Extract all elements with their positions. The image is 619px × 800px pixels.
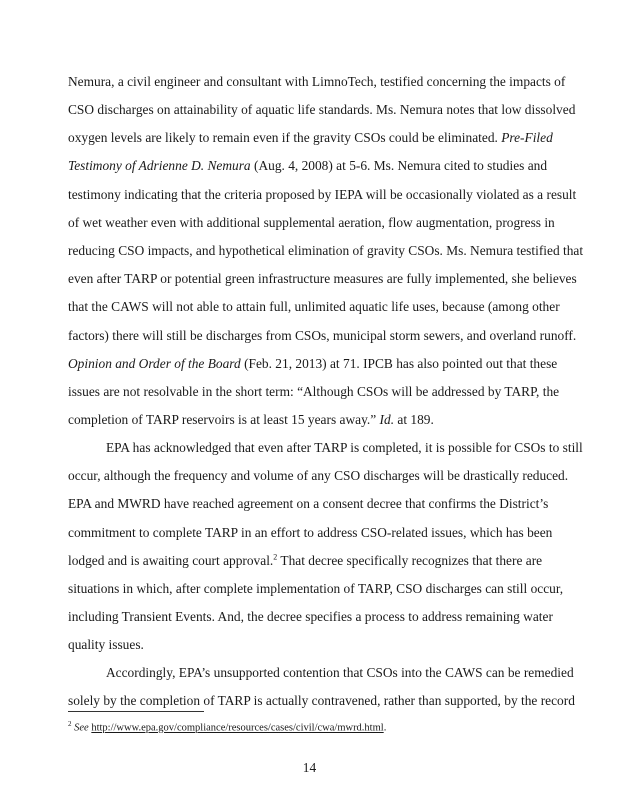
footnote-divider [68, 711, 204, 712]
body-text: at 189. [394, 412, 434, 427]
body-line [68, 553, 542, 569]
body-line: situations in which, after complete implementation of TARP, CSO discharges can still occur, [68, 581, 564, 596]
body-line: including Transient Events. And, the decree specifies a process to address remaining water [68, 609, 553, 624]
footnote [68, 718, 386, 735]
footnote-see: See [74, 722, 89, 734]
body-line: EPA has acknowledged that even after TARP is completed, it is possible for CSOs to still [106, 440, 583, 455]
body-line: even after TARP or potential green infrastructure measures are fully implemented, she believes [68, 271, 577, 286]
body-line [68, 412, 434, 428]
body-text: oxygen levels are likely to remain even if the gravity CSOs could be eliminated. [68, 130, 502, 145]
body-line: issues are not resolvable in the short term: “Although CSOs will be addressed by TARP, the [68, 384, 560, 399]
body-line: solely by the completion of TARP is actually contravened, rather than supported, by the record [68, 693, 575, 708]
body-line: occur, although the frequency and volume of any CSO discharges will be drastically reduced. [68, 468, 569, 483]
body-line: commitment to complete TARP in an effort to address CSO-related issues, which has been [68, 525, 553, 540]
body-line: that the CAWS will not able to attain full, unlimited aquatic life uses, because (among other [68, 299, 560, 314]
page-number: 14 [302, 760, 317, 775]
footnote-mark: 2 [68, 720, 72, 728]
citation-id: Id. [379, 412, 395, 427]
citation-title: Pre-Filed [501, 130, 553, 145]
footnote-reference[interactable]: 2 [273, 552, 278, 562]
body-line: Nemura, a civil engineer and consultant with LimnoTech, testified concerning the impacts of [68, 74, 566, 89]
body-line [68, 356, 557, 372]
body-line: reducing CSO impacts, and hypothetical elimination of gravity CSOs. Ms. Nemura testified that [68, 243, 584, 258]
body-text: (Feb. 21, 2013) at 71. IPCB has also pointed out that these [240, 356, 558, 371]
citation-title: Testimony of Adrienne D. Nemura [68, 158, 251, 173]
body-text: lodged and is awaiting court approval. [68, 553, 274, 568]
body-text: (Aug. 4, 2008) at 5-6. Ms. Nemura cited to studies and [250, 158, 548, 173]
body-text: That decree specifically recognizes that there are [277, 553, 543, 568]
body-line: factors) there will still be discharges from CSOs, municipal storm sewers, and overland runoff. [68, 328, 577, 343]
body-line: quality issues. [68, 637, 144, 652]
body-line: testimony indicating that the criteria proposed by IEPA will be occasionally violated as a result [68, 187, 577, 202]
body-text: completion of TARP reservoirs is at least 15 years away.” [68, 412, 380, 427]
body-line: of wet weather even with additional supplemental aeration, flow augmentation, progress in [68, 215, 555, 230]
body-line: Accordingly, EPA’s unsupported contention that CSOs into the CAWS can be remedied [106, 665, 574, 680]
body-line [68, 130, 553, 146]
footnote-link[interactable]: http://www.epa.gov/compliance/resources/cases/civil/cwa/mwrd.html [91, 722, 384, 734]
footnote-period: . [383, 722, 387, 734]
body-line: CSO discharges on attainability of aquatic life standards. Ms. Nemura notes that low dissolved [68, 102, 576, 117]
body-line [68, 158, 547, 174]
body-line: EPA and MWRD have reached agreement on a consent decree that confirms the District’s [68, 496, 549, 511]
citation-title: Opinion and Order of the Board [68, 356, 241, 371]
